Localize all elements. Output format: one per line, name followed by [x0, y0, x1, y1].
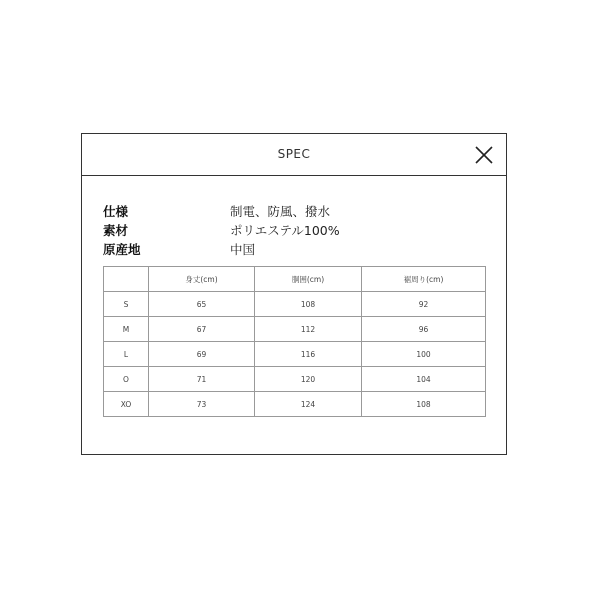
- spec-label: 原産地: [103, 242, 141, 257]
- spec-value: 中国: [230, 242, 256, 257]
- table-cell: 92: [362, 292, 486, 317]
- table-cell: 116: [255, 342, 362, 367]
- spec-modal: [81, 133, 507, 455]
- table-row: [104, 342, 486, 367]
- table-cell: 112: [255, 317, 362, 342]
- table-header-row: [104, 267, 486, 292]
- table-row: [104, 292, 486, 317]
- table-cell: XO: [104, 392, 149, 417]
- table-cell: L: [104, 342, 149, 367]
- spec-label: 素材: [103, 223, 129, 238]
- table-cell: 96: [362, 317, 486, 342]
- table-cell: 100: [362, 342, 486, 367]
- spec-list: [103, 202, 503, 259]
- table-cell: 71: [149, 367, 255, 392]
- table-cell: 73: [149, 392, 255, 417]
- table-row: [104, 392, 486, 417]
- spec-label: 仕様: [103, 204, 129, 219]
- modal-title: SPEC: [277, 147, 311, 161]
- table-cell: O: [104, 367, 149, 392]
- table-row: [104, 317, 486, 342]
- table-cell: 108: [255, 292, 362, 317]
- modal-header: [82, 134, 506, 176]
- table-header-cell: 裾周り(cm): [362, 267, 486, 292]
- table-header-cell: 身丈(cm): [149, 267, 255, 292]
- size-table: [103, 266, 486, 417]
- spec-row-material: [103, 221, 503, 240]
- table-cell: M: [104, 317, 149, 342]
- spec-value: ポリエステル100%: [230, 223, 340, 238]
- table-cell: 120: [255, 367, 362, 392]
- table-cell: 108: [362, 392, 486, 417]
- spec-value: 制電、防風、撥水: [230, 204, 331, 219]
- spec-row-origin: [103, 240, 503, 259]
- table-row: [104, 367, 486, 392]
- table-cell: 67: [149, 317, 255, 342]
- table-header-cell: 胴囲(cm): [255, 267, 362, 292]
- table-cell: 124: [255, 392, 362, 417]
- table-cell: 104: [362, 367, 486, 392]
- close-icon[interactable]: [474, 145, 494, 165]
- table-cell: 65: [149, 292, 255, 317]
- table-cell: 69: [149, 342, 255, 367]
- table-header-cell: [104, 267, 149, 292]
- spec-row-specification: [103, 202, 503, 221]
- table-cell: S: [104, 292, 149, 317]
